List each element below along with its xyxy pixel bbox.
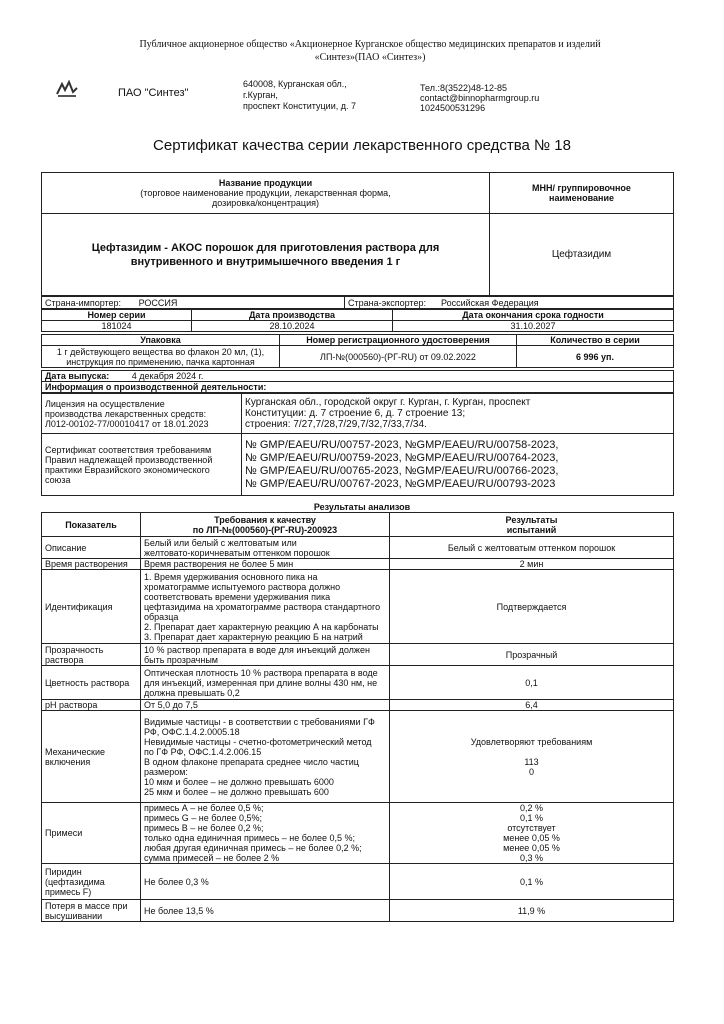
- result-indicator-line: включения: [45, 756, 91, 767]
- reg-label: Номер регистрационного удостоверения: [280, 335, 517, 346]
- batch-value: 181024: [42, 321, 192, 332]
- result-res-line: 0,3 %: [519, 853, 543, 863]
- result-res-cell: [390, 570, 674, 644]
- result-res-line: 6,4: [525, 700, 538, 710]
- result-req-line: 2. Препарат дает характерную реакцию А на карбонаты: [144, 621, 379, 632]
- result-res-cell: [390, 700, 674, 711]
- result-res-line: отсутствует: [507, 823, 556, 833]
- result-req-cell: [141, 559, 390, 570]
- issue-cell: [42, 371, 674, 382]
- gmp-value-line: № GMP/EAEU/RU/00767-2023, №GMP/EAEU/RU/00793-2023: [245, 477, 556, 490]
- product-name-header: [42, 173, 490, 214]
- table-row: [42, 864, 674, 900]
- table-row: [42, 559, 674, 570]
- result-req-cell: [141, 700, 390, 711]
- gmp-value-line: № GMP/EAEU/RU/00765-2023, №GMP/EAEU/RU/00766-2023,: [245, 464, 559, 477]
- importer-value: РОССИЯ: [138, 297, 178, 308]
- company-contacts: [420, 83, 539, 113]
- result-indicator-line: Пиридин: [45, 866, 82, 877]
- results-title: Результаты анализов: [313, 502, 411, 512]
- table-row: [42, 666, 674, 700]
- company-name: ПАО "Синтез": [118, 87, 189, 99]
- header-line: по ЛП-№(000560)-(РГ-RU)-200923: [192, 524, 338, 535]
- result-res-line: менее 0,05 %: [503, 843, 560, 853]
- address-line: проспект Конституции, д. 7: [243, 101, 356, 111]
- result-res-line: [393, 747, 670, 757]
- result-req-line: 3. Препарат дает характерную реакцию Б на натрий: [144, 631, 363, 642]
- prod-date-label: Дата производства: [192, 310, 393, 321]
- qty-label: Количество в серии: [517, 335, 674, 346]
- address-line: 640008, Курганская обл.,: [243, 79, 347, 89]
- result-indicator-line: Примеси: [45, 828, 83, 838]
- package-table: [41, 334, 674, 368]
- gmp-value-line: № GMP/EAEU/RU/00757-2023, №GMP/EAEU/RU/00758-2023,: [245, 438, 559, 451]
- result-req-line: Видимые частицы - в соответствии с требованиями ГФ: [144, 716, 375, 727]
- result-req-line: Белый или белый с желтоватым или: [144, 537, 297, 548]
- result-indicator-line: pH раствора: [45, 700, 98, 710]
- result-indicator-line: (цефтазидима: [45, 876, 105, 887]
- license-label-line: производства лекарственных средств:: [45, 408, 207, 419]
- result-req-line: Не более 0,3 %: [144, 876, 209, 887]
- result-indicator-line: Прозрачность: [45, 644, 104, 655]
- importer-cell: [42, 297, 345, 309]
- license-label-line: Л012-00102-77/00010417 от 18.01.2023: [45, 418, 209, 429]
- result-res-cell: [390, 644, 674, 666]
- qty-value: 6 996 уп.: [517, 346, 674, 368]
- result-req-line: хроматограмме испытуемого раствора должно: [144, 581, 341, 592]
- result-indicator-line: раствора: [45, 654, 84, 665]
- result-req-line: Не более 13,5 %: [144, 905, 214, 916]
- result-res-line: 2 мин: [519, 559, 544, 569]
- result-indicator-line: Потеря в массе при: [45, 900, 128, 911]
- result-res-line: Прозрачный: [505, 649, 558, 660]
- result-indicator-line: высушивании: [45, 910, 103, 921]
- result-indicator-line: Цветность раствора: [45, 677, 130, 688]
- result-req-line: От 5,0 до 7,5: [144, 700, 198, 710]
- result-req-line: Время растворения не более 5 мин: [144, 559, 294, 569]
- result-req-line: цефтазидима на хроматограмме раствора стандартного: [144, 601, 381, 612]
- package-line: инструкция по применению, пачка картонная: [66, 356, 255, 367]
- result-req-line: должна превышать 0,2: [144, 687, 240, 698]
- table-row: [42, 537, 674, 559]
- result-req-line: примесь В – не более 0,2 %;: [144, 823, 264, 833]
- result-res-line: 0,1 %: [519, 876, 543, 887]
- result-res-cell: [390, 711, 674, 803]
- result-indicator-line: Описание: [45, 542, 87, 553]
- result-req-line: образца: [144, 611, 179, 622]
- reg-value: ЛП-№(000560)-(РГ-RU) от 09.02.2022: [280, 346, 517, 368]
- results-header-requirements: [141, 513, 390, 537]
- result-indicator-cell: [42, 570, 141, 644]
- result-req-cell: [141, 711, 390, 803]
- result-req-line: 10 мкм и более – не должно превышать 6000: [144, 776, 334, 787]
- product-table: [41, 172, 674, 296]
- license-value-line: строения: 7/27,7/28,7/29,7/32,7/33,7/34.: [245, 419, 427, 430]
- result-req-cell: [141, 666, 390, 700]
- inn-value: Цефтазидим: [490, 214, 674, 296]
- header-line: (торговое наименование продукции, лекарственная форма,: [140, 188, 391, 198]
- table-row: [42, 644, 674, 666]
- inn-header: [490, 173, 674, 214]
- license-value-line: Курганская обл., городской округ г. Курган, г. Курган, проспект: [245, 397, 531, 408]
- result-req-line: РФ, ОФС.1.4.2.0005.18: [144, 726, 240, 737]
- exporter-value: Российская Федерация: [440, 297, 539, 308]
- package-value: [42, 346, 280, 368]
- result-req-line: только одна единичная примесь – не более 0,5 %;: [144, 833, 355, 843]
- exporter-label: Страна-экспортер:: [348, 297, 426, 308]
- result-req-cell: [141, 864, 390, 900]
- result-req-line: размером:: [144, 766, 188, 777]
- result-indicator-cell: [42, 537, 141, 559]
- header-line: МНН/ группировочное: [532, 183, 631, 193]
- result-res-line: Подтверждается: [496, 601, 567, 612]
- result-indicator-cell: [42, 700, 141, 711]
- result-req-cell: [141, 644, 390, 666]
- result-req-cell: [141, 900, 390, 922]
- product-name-line: Цефтазидим - АКОС порошок для приготовления раствора для: [91, 241, 440, 254]
- header-line: наименование: [549, 193, 614, 203]
- result-indicator-cell: [42, 711, 141, 803]
- result-res-cell: [390, 537, 674, 559]
- result-indicator-line: Идентификация: [45, 601, 113, 612]
- result-indicator-cell: [42, 900, 141, 922]
- contact-phone: Тел.:8(3522)48-12-85: [420, 83, 507, 93]
- results-header-indicator: Показатель: [42, 513, 141, 537]
- table-row: [42, 803, 674, 864]
- result-res-line: менее 0,05 %: [503, 833, 560, 843]
- result-req-line: 25 мкм и более – не должно превышать 600: [144, 786, 329, 797]
- gmp-label-line: практики Евразийского экономического: [45, 464, 210, 475]
- result-req-line: 1. Время удерживания основного пика на: [144, 571, 318, 582]
- result-req-line: желтовато-коричневатым оттенком порошок: [144, 547, 330, 558]
- license-label: [42, 394, 242, 434]
- result-res-line: Удовлетворяют требованиям: [470, 736, 593, 747]
- company-address: [243, 79, 356, 112]
- result-res-cell: [390, 559, 674, 570]
- license-value-line: Конституции: д. 7 строение 6, д. 7 строение 13;: [245, 408, 466, 419]
- result-req-line: сумма примесей – не более 2 %: [144, 853, 280, 863]
- gmp-label-line: Сертификат соответствия требованиям: [45, 444, 212, 455]
- header-line: Результаты: [505, 514, 558, 525]
- result-req-line: соответствовать времени удерживания пика: [144, 591, 331, 602]
- result-req-line: быть прозрачным: [144, 654, 218, 665]
- contact-email: contact@binnopharmgroup.ru: [420, 93, 540, 103]
- result-res-cell: [390, 666, 674, 700]
- header-line: испытаний: [506, 524, 557, 535]
- result-indicator-line: Время растворения: [45, 559, 128, 569]
- result-indicator-cell: [42, 864, 141, 900]
- result-res-cell: [390, 803, 674, 864]
- org-line-2: «Синтез»(ПАО «Синтез»): [314, 52, 426, 63]
- result-res-line: 113: [524, 756, 539, 767]
- company-logo-icon: [56, 80, 78, 98]
- exporter-cell: [345, 297, 674, 309]
- prod-date-value: 28.10.2024: [192, 321, 393, 332]
- gmp-value-line: № GMP/EAEU/RU/00759-2023, №GMP/EAEU/RU/00764-2023,: [245, 451, 559, 464]
- result-indicator-line: Механические: [45, 746, 105, 757]
- license-value: [242, 394, 674, 434]
- batch-table: [41, 309, 674, 332]
- certificate-title: Сертификат качества серии лекарственного средства № 18: [153, 137, 571, 154]
- result-res-cell: [390, 864, 674, 900]
- result-res-line: 0,1 %: [519, 813, 543, 823]
- issue-date: 4 декабря 2024 г.: [131, 371, 204, 381]
- result-req-line: Невидимые частицы - счетно-фотометрический метод: [144, 736, 372, 747]
- countries-table: [41, 296, 674, 309]
- importer-label: Страна-импортер:: [45, 297, 122, 308]
- gmp-label: [42, 434, 242, 496]
- batch-label: Номер серии: [42, 310, 192, 321]
- issue-table: [41, 370, 674, 393]
- result-res-line: 0,1: [525, 677, 538, 688]
- result-indicator-cell: [42, 803, 141, 864]
- header-line: дозировка/концентрация): [212, 198, 319, 208]
- gmp-label-line: союза: [45, 474, 71, 485]
- org-line-1: Публичное акционерное общество «Акционерное Курганское общество медицинских препаратов и изделий: [139, 39, 601, 50]
- organization-header: [60, 38, 680, 64]
- product-name: [42, 214, 490, 296]
- package-label: Упаковка: [42, 335, 280, 346]
- results-table: [41, 512, 674, 922]
- result-req-line: для инъекций, измеренная при длине волны 430 нм, не: [144, 677, 378, 688]
- header-line: Название продукции: [218, 178, 313, 188]
- result-req-line: примесь G – не более 0,5%;: [144, 813, 263, 823]
- expiry-label: Дата окончания срока годности: [393, 310, 674, 321]
- result-res-line: 0,2 %: [519, 803, 543, 813]
- result-res-line: 0: [528, 766, 534, 777]
- license-table: [41, 393, 674, 496]
- result-indicator-cell: [42, 644, 141, 666]
- issue-label: Дата выпуска:: [45, 371, 110, 381]
- result-req-line: В одном флаконе препарата среднее число частиц: [144, 756, 359, 767]
- result-req-cell: [141, 537, 390, 559]
- result-req-cell: [141, 803, 390, 864]
- gmp-label-line: Правил надлежащей производственной: [45, 454, 213, 465]
- result-indicator-cell: [42, 666, 141, 700]
- result-res-line: Белый с желтоватым оттенком порошок: [447, 542, 616, 553]
- table-row: [42, 900, 674, 922]
- header-line: Требования к качеству: [214, 514, 316, 525]
- table-row: [42, 700, 674, 711]
- table-row: [42, 711, 674, 803]
- result-req-line: по ГФ РФ, ОФС.1.4.2.006.15: [144, 746, 262, 757]
- table-row: [42, 570, 674, 644]
- result-req-line: 10 % раствор препарата в воде для инъекций должен: [144, 644, 370, 655]
- product-name-line: внутривенного и внутримышечного введения 1 г: [130, 255, 401, 268]
- contact-ogrn: 1024500531296: [420, 103, 486, 113]
- result-req-line: примесь А – не более 0,5 %;: [144, 803, 264, 813]
- results-header-results: [390, 513, 674, 537]
- address-line: г.Курган,: [243, 90, 278, 100]
- result-indicator-line: примесь F): [45, 886, 92, 897]
- package-line: 1 г действующего вещества во флакон 20 мл, (1),: [56, 346, 265, 357]
- result-res-line: 11,9 %: [517, 905, 546, 916]
- result-res-cell: [390, 900, 674, 922]
- result-indicator-cell: [42, 559, 141, 570]
- result-req-line: Оптическая плотность 10 % раствора препарата в воде: [144, 667, 378, 678]
- result-req-line: любая другая единичная примесь – не более 0,2 %;: [144, 843, 362, 853]
- license-label-line: Лицензия на осуществление: [45, 398, 165, 409]
- gmp-value: [242, 434, 674, 496]
- prod-info-label: Информация о производственной деятельности:: [42, 382, 674, 393]
- expiry-value: 31.10.2027: [393, 321, 674, 332]
- result-req-cell: [141, 570, 390, 644]
